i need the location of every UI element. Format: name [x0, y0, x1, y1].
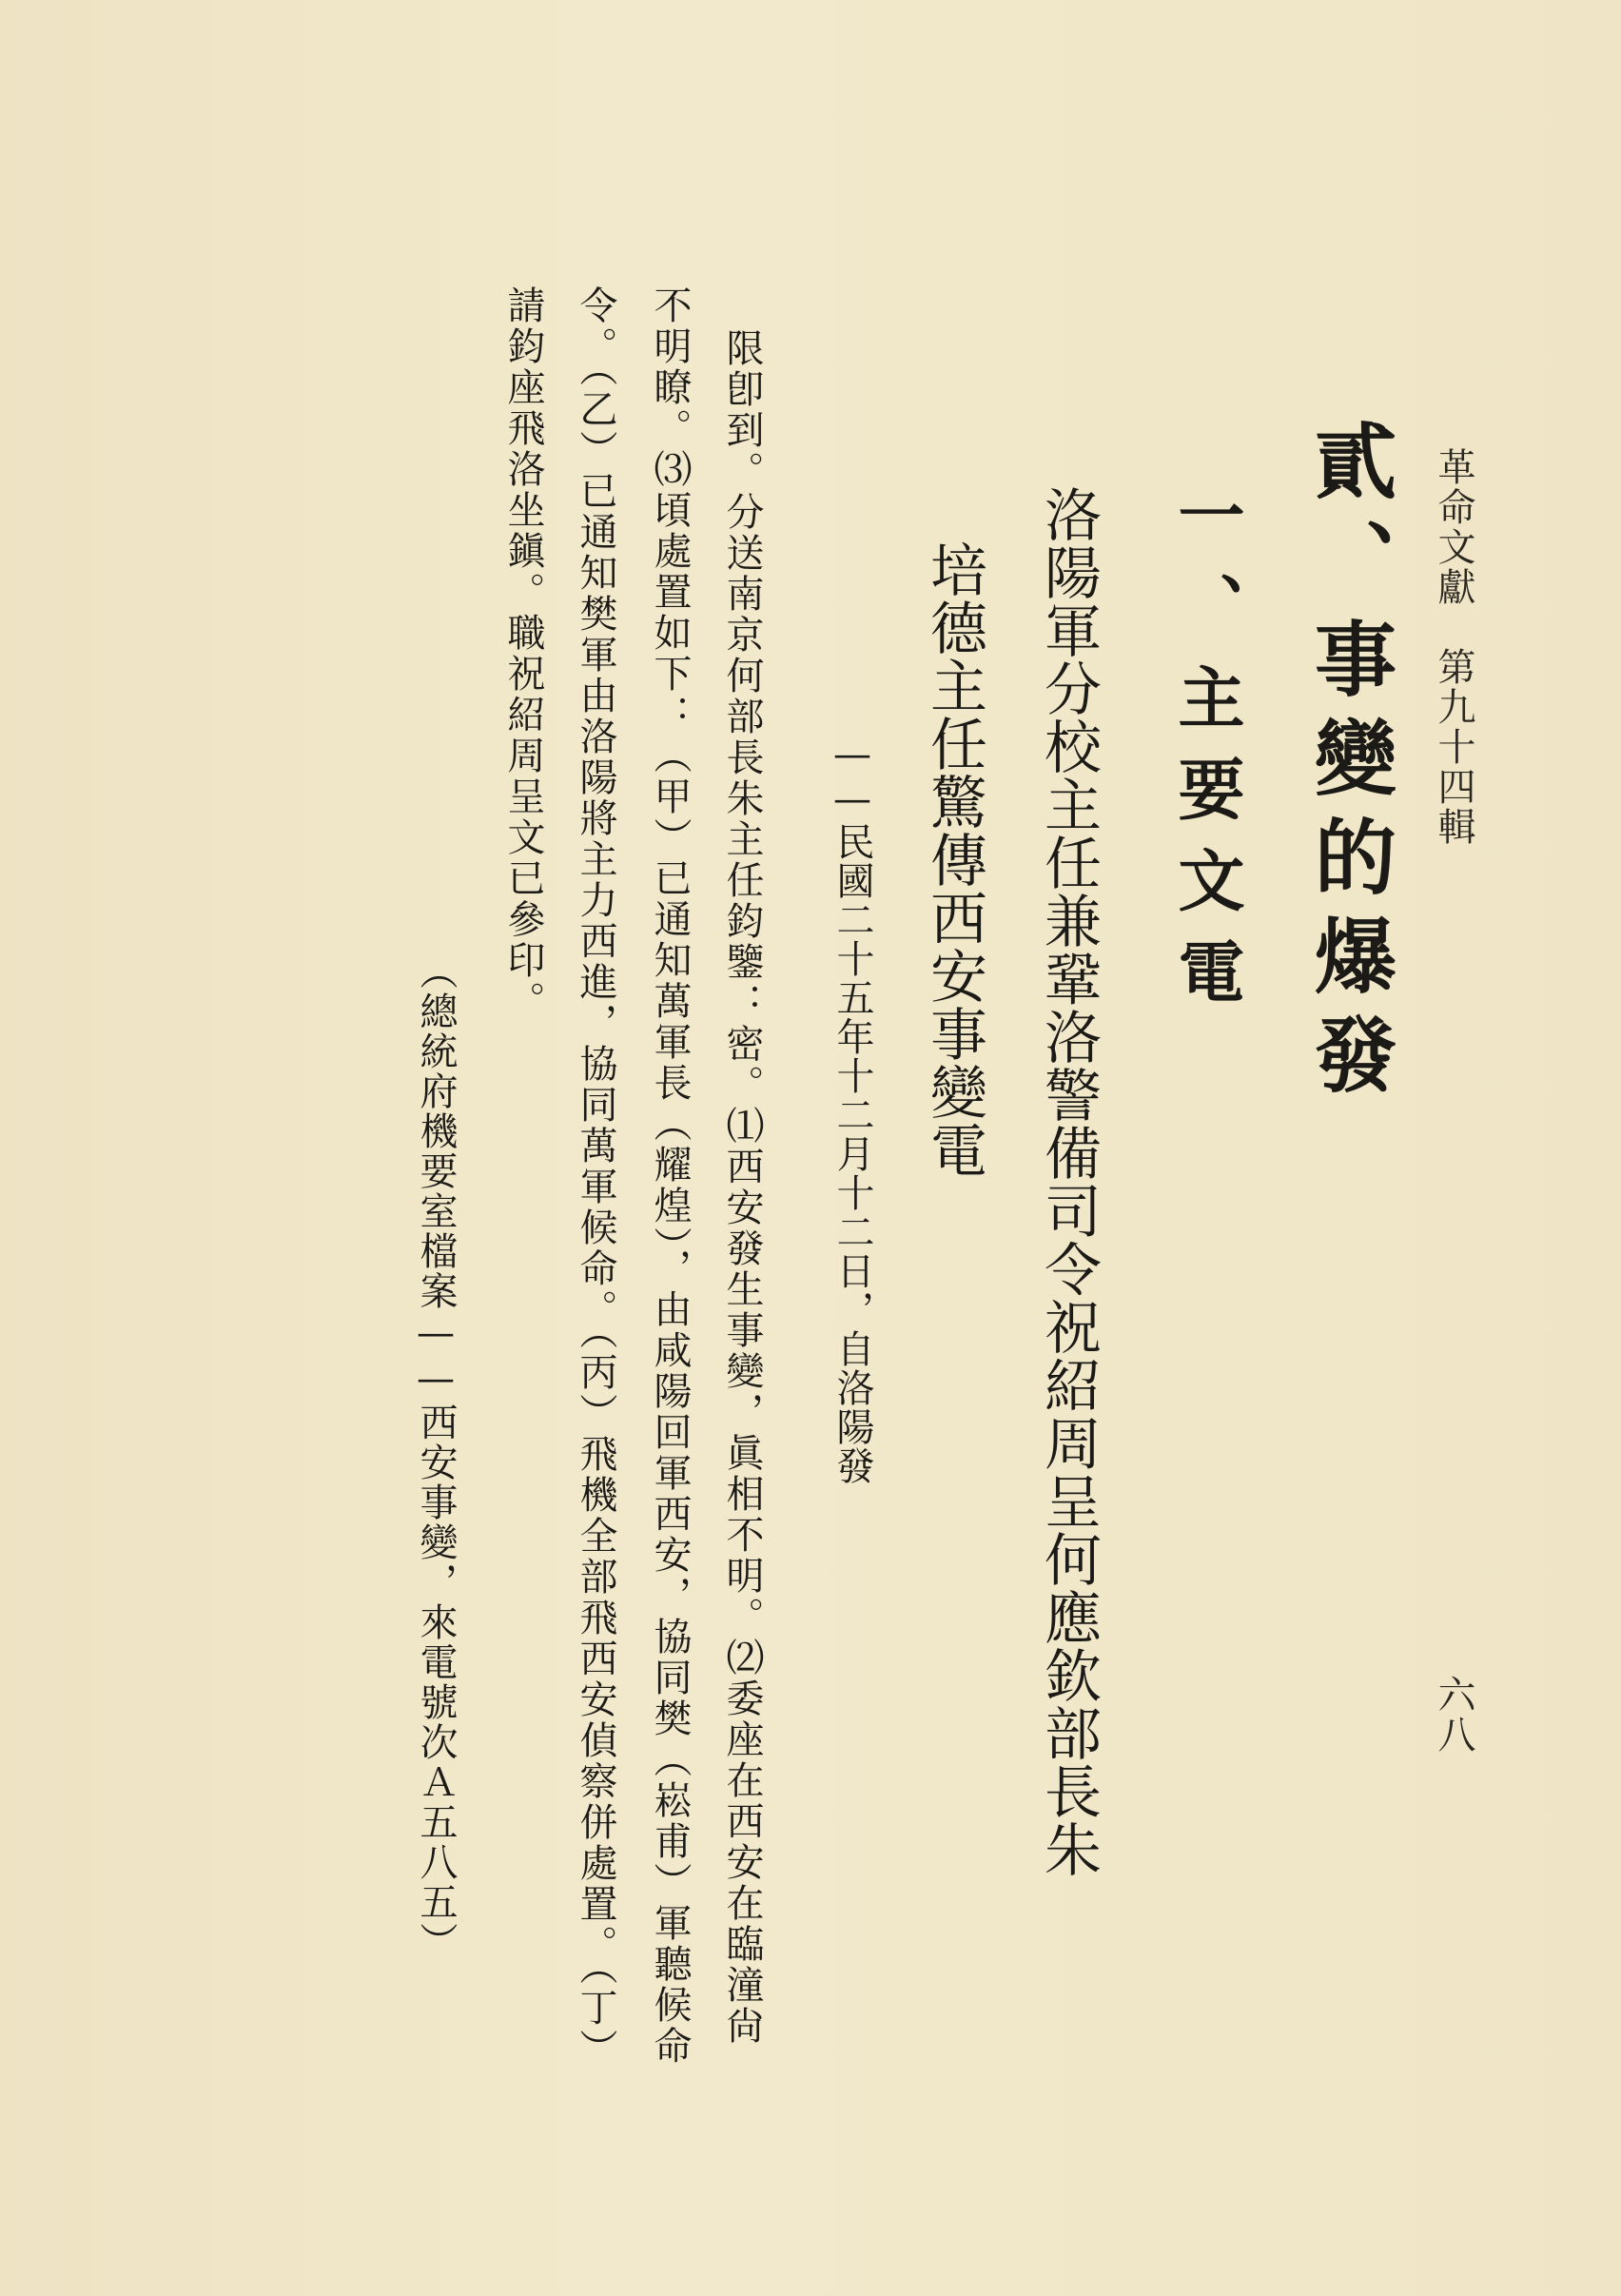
bleed-through-text [999, 266, 1051, 306]
document-title-line-2: 培德主任驚傳西安事變電 [921, 540, 987, 1179]
body-line-1: 限卽到。分送南京何部長朱主任鈞鑒：密。⑴西安發生事變，眞相不明。⑵委座在西安在臨潼尙 [720, 328, 764, 2047]
body-line-3: 令。（乙）已通知樊軍由洛陽將主力西進，協同萬軍候命。（丙）飛機全部飛西安偵察併處置。（丁） [574, 285, 617, 2070]
body-line-4: 請鈞座飛洛坐鎭。職祝紹周呈文已參印。 [501, 285, 545, 1022]
running-header: 革命文獻 第九十四輯 [1432, 447, 1475, 847]
document-date-line: ——民國二十五年十二月十二日，自洛陽發 [830, 733, 874, 1485]
document-title-line-1: 洛陽軍分校主任兼鞏洛警備司令祝紹周呈何應欽部長朱 [1035, 485, 1102, 1878]
page-number: 六八 [1432, 1675, 1475, 1755]
body-line-2: 不明瞭。⑶頃處置如下：（甲）已通知萬軍長（耀煌），由咸陽回軍西安，協同樊（崧甫）軍聽候命 [648, 285, 692, 2067]
chapter-title: 貳、事變的爆發 [1300, 419, 1396, 1111]
source-note: （總統府機要室檔案——西安事變，來電號次Ａ五八五） [414, 952, 458, 1962]
section-title: 一、主要文電 [1167, 481, 1246, 1029]
